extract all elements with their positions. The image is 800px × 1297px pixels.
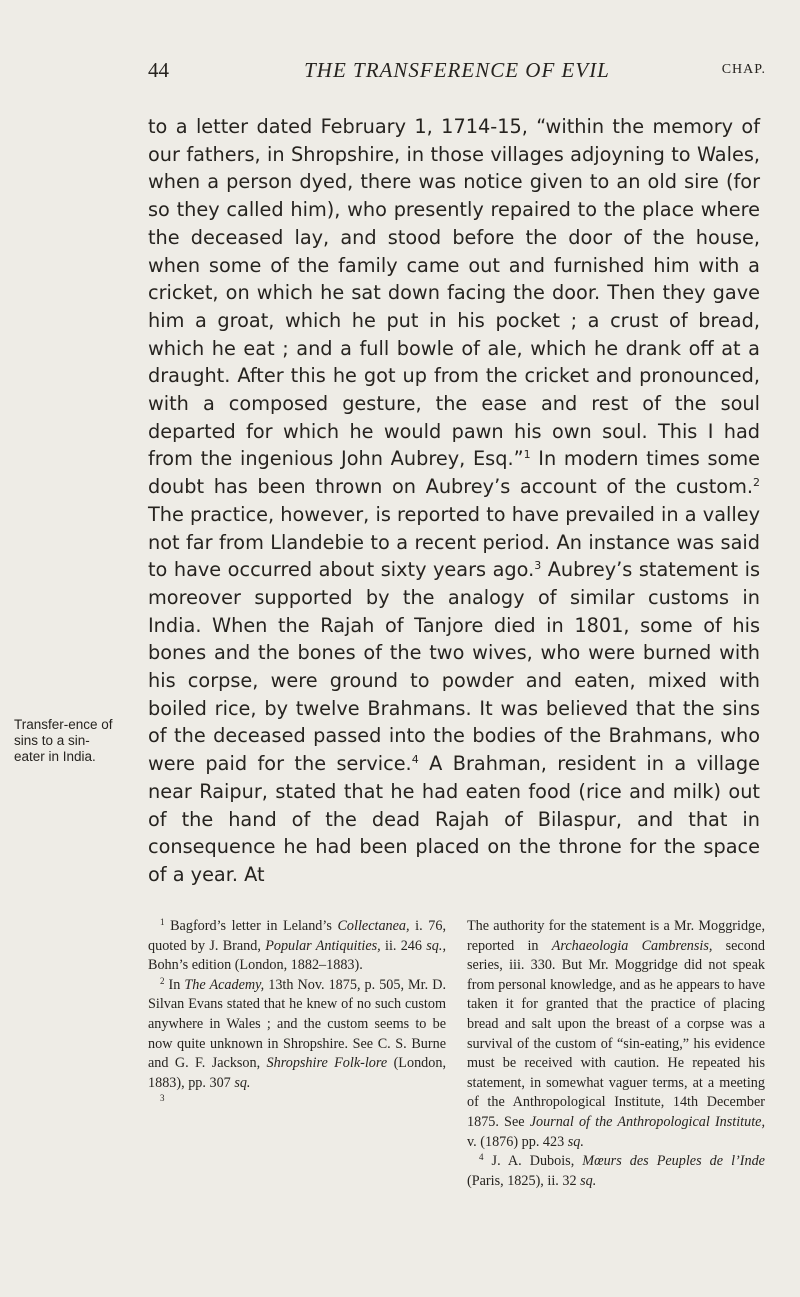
- running-header: [148, 58, 766, 84]
- footnote-ref: 2: [753, 476, 760, 490]
- body-text: The practice, however, is reported to have prevailed in a valley not far from Llandebie to a recent period. An instance was said to have occurred about sixty years ago.: [148, 502, 760, 582]
- body-text: In modern times some doubt has been thrown on Aubrey’s account of the custom.: [148, 447, 760, 499]
- footnote-3-continued: The authority for the statement is a Mr. Moggridge, reported in Archaeologia Cambrensis, second series, iii. 330. But Mr. Moggridge did not speak from personal knowledge, and as he appears to have taken it for granted that the practice of placing bread and salt upon the breast of a corpse was a survival of the custom of “sin-eating,” his evidence must be received with caution. He repeated his statement, in somewhat vaguer terms, at a meeting of the Anthropological Institute, 14th December 1875. See Journal of the Anthropological Institute, v. (1876) pp. 423 sq.: [467, 918, 765, 1150]
- body-text: Aubrey’s statement is moreover supported by the analogy of similar customs in India. When the Rajah of Tanjore died in 1801, some of his bones and the bones of the two wives, who were burned with his corpse, were ground to powder and eaten, mixed with boiled rice, by twelve Brahmans. It was believed that the sins of the deceased passed into the bodies of the Brahmans, who were paid for the service.: [148, 558, 761, 776]
- footnote-4: $^4$ J. A. Dubois, Mœurs des Peuples de l’Inde (Paris, 1825), ii. 32 sq.: [467, 1152, 765, 1189]
- footnote-column-left: [148, 917, 446, 1191]
- footnote-ref: 3: [534, 559, 542, 573]
- footnote-ref: 1: [523, 448, 531, 462]
- footnotes: [148, 917, 765, 1191]
- footnote-3: 3: [160, 1093, 165, 1104]
- chapter-label: CHAP.: [721, 62, 766, 77]
- body-text: A Brahman, resident in a village near Raipur, stated that he had eaten food (rice and milk) out of the hand of the dead Rajah of Bilaspur, and that in consequence he had been placed on the throne for the space of a year. At: [148, 752, 761, 886]
- page-number: 44: [148, 58, 169, 82]
- running-title: THE TRANSFERENCE OF EVIL: [304, 58, 610, 82]
- margin-note: Transfer-ence of sins to a sin-eater in India.: [14, 717, 113, 764]
- footnote-1: $^1$ Bagford’s letter in Leland’s Collectanea, i. 76, quoted by J. Brand, Popular Antiquities, ii. 246 sq., Bohn’s edition (London, 1882–1883).: [148, 917, 446, 974]
- footnote-ref: 4: [411, 753, 419, 767]
- footnote-2: $^2$ In The Academy, 13th Nov. 1875, p. 505, Mr. D. Silvan Evans stated that he knew of no such custom anywhere in Wales ; and the custom seems to be now quite unknown in Shropshire. See C. S. Burne and G. F. Jackson, Shropshire Folk-lore (London, 1883), pp. 307 sq.: [148, 975, 446, 1091]
- main-text: [148, 113, 760, 889]
- body-text: to a letter dated February 1, 1714-15, “within the memory of our fathers, in Shropshire, in those villages adjoyning to Wales, when a person dyed, there was notice given to an old sire (for so they called him), who presently repaired to the place where the deceased lay, and stood before the door of the house, when some of the family came out and furnished him with a cricket, on which he sat down facing the door. Then they gave him a groat, which he put in his pocket ; a crust of bread, which he eat ; and a full bowle of ale, which he drank off at a draught. After this he got up from the cricket and pronounced, with a composed gesture, the ease and rest of the soul departed for which he would pawn his own soul. This I had from the ingenious John Aubrey, Esq.”: [148, 115, 760, 471]
- footnote-column-right: [467, 917, 765, 1191]
